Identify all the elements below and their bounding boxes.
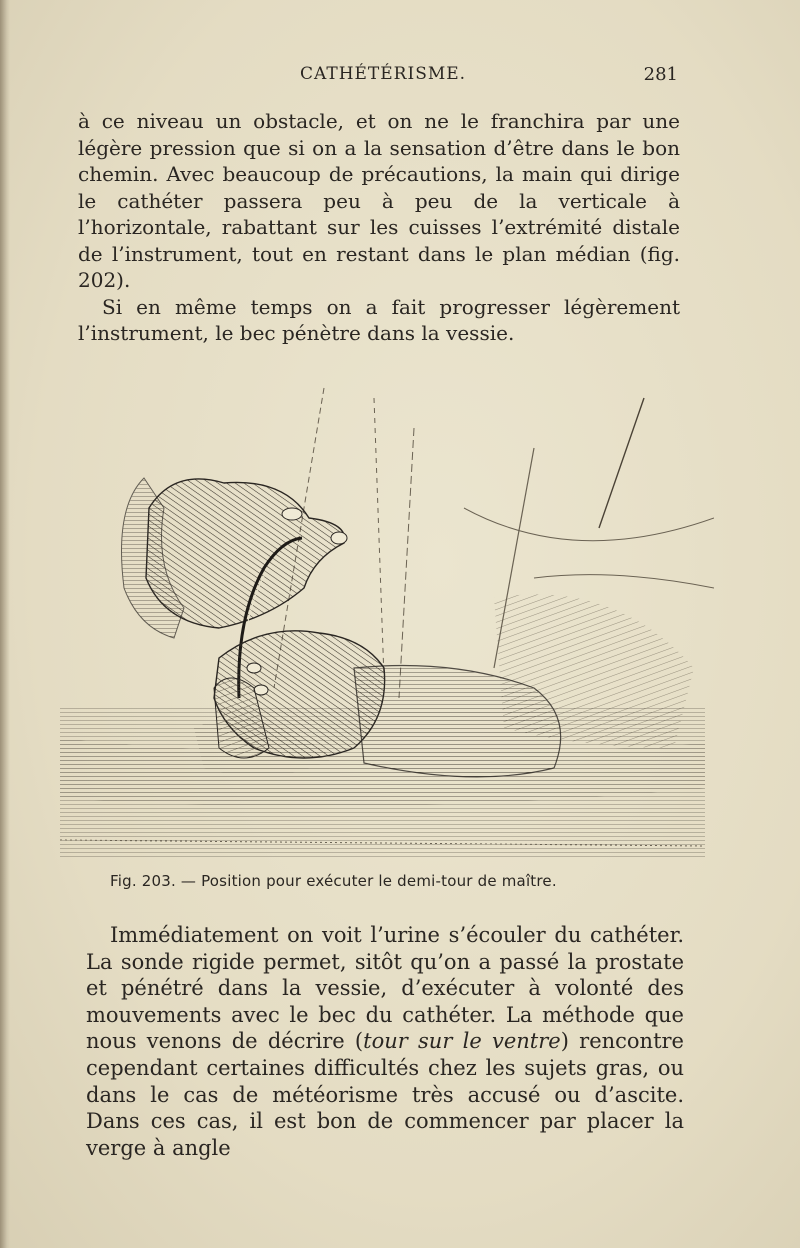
paragraph-2: Si en même temps on a fait progresser légèrement l’instrument, le bec pénètre dans la vessie. bbox=[78, 294, 680, 345]
page-spine-shadow bbox=[0, 0, 10, 1248]
running-title: CATHÉTÉRISME. bbox=[300, 64, 467, 84]
paragraph-3 bbox=[86, 922, 684, 1161]
paragraph-3-italic: tour sur le ventre bbox=[363, 1029, 561, 1054]
page-header bbox=[78, 64, 678, 90]
page-number: 281 bbox=[643, 64, 678, 85]
paragraph-3-part-1: Immédiatement on voit l’urine s’écouler du cathéter. La sonde rigide permet, sitôt qu’on a passé la prostate et pénétré dans la vessie, d’exécuter à volonté des mouvements avec le bec du cathéter. La méthode que nous venons de décrire ( bbox=[86, 923, 684, 1054]
paragraph-3-part-2: ) rencontre cependant certaines difficultés chez les sujets gras, ou dans le cas de météorisme très accusé ou d’ascite. Dans ces cas, il est bon de commencer par placer la verge à angle bbox=[86, 1029, 684, 1160]
figure-caption: Fig. 203. — Position pour exécuter le demi-tour de maître. bbox=[110, 872, 557, 890]
paragraph-1: à ce niveau un obstacle, et on ne le franchira par une légère pression que si on a la sensation d’être dans le bon chemin. Avec beaucoup de précautions, la main qui dirige le cathéter passera peu à peu de la verticale à l’horizontale, rabattant sur les cuisses l’extrémité distale de l’instrument, tout en restant dans le plan médian (fig. 202). bbox=[78, 109, 680, 292]
body-text-bottom bbox=[86, 922, 684, 1161]
figure-engraving bbox=[54, 368, 714, 864]
body-text-top bbox=[78, 108, 680, 347]
hands-catheter-illustration bbox=[54, 368, 714, 864]
